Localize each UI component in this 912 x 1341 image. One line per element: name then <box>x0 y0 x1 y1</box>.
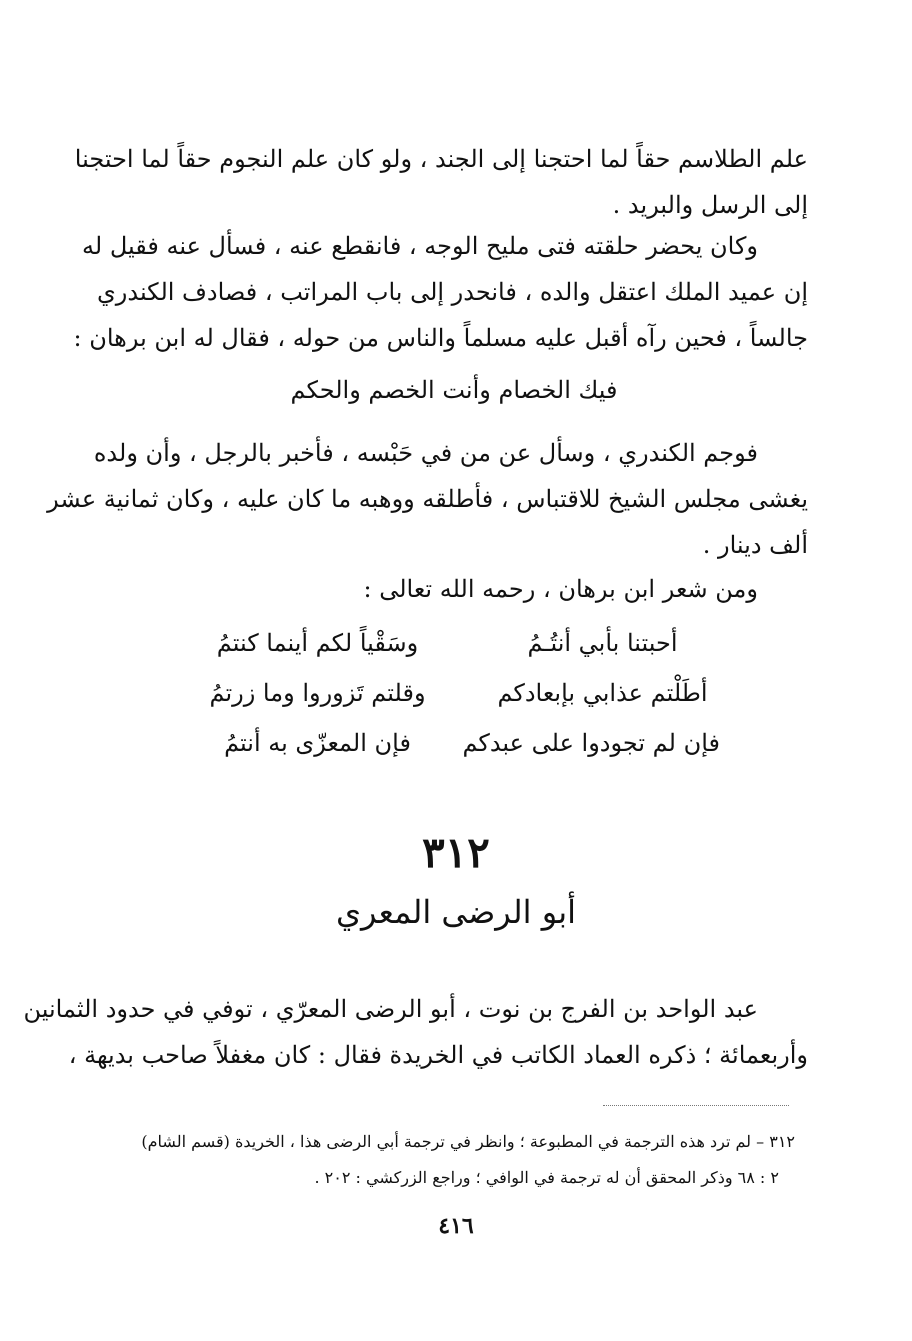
text-line: ومن شعر ابن برهان ، رحمه الله تعالى : <box>363 575 758 603</box>
text-line: فوجم الكندري ، وسأل عن من في حَبْسه ، فأخبر بالرجل ، وأن ولده <box>93 439 758 467</box>
footnote-divider <box>603 1105 789 1106</box>
text-line: جالساً ، فحين رآه أقبل عليه مسلماً والناس من حوله ، فقال له ابن برهان : <box>73 324 808 352</box>
paragraph-4 <box>23 986 808 1078</box>
paragraph-2 <box>73 223 808 361</box>
paragraph-3 <box>47 430 808 568</box>
paragraph-1 <box>74 136 808 228</box>
page-number: ٤١٦ <box>438 1213 474 1239</box>
text-line: علم الطلاسم حقاً لما احتجنا إلى الجند ، ولو كان علم النجوم حقاً لما احتجنا <box>74 145 808 173</box>
footnote-line: ٣١٢ – لم ترد هذه الترجمة في المطبوعة ؛ وانظر في ترجمة أبي الرضى هذا ، الخريدة (قسم الشام) <box>141 1132 795 1151</box>
verse-line: فيك الخصام وأنت الخصم والحكم <box>290 376 618 404</box>
poem-verse <box>200 618 720 668</box>
poem-verse <box>200 668 720 718</box>
poem-second-hemistich: وسَقْياً لكم أينما كنتمُ <box>216 629 419 657</box>
entry-title: أبو الرضى المعري <box>335 893 577 931</box>
text-line: وأربعمائة ؛ ذكره العماد الكاتب في الخريدة فقال : كان مغفلاً صاحب بديهة ، <box>68 1041 808 1069</box>
text-line: إن عميد الملك اعتقل والده ، فانحدر إلى باب المراتب ، فصادف الكندري <box>96 278 808 306</box>
text-line: عبد الواحد بن الفرج بن نوت ، أبو الرضى المعرّي ، توفي في حدود الثمانين <box>23 995 758 1023</box>
poem-first-hemistich: أحبتنا بأبي أنتُـمُ <box>527 629 678 657</box>
footnote <box>95 1124 795 1196</box>
entry-number: ٣١٢ <box>422 828 490 877</box>
poem-second-hemistich: وقلتم تَزوروا وما زرتمُ <box>209 679 426 707</box>
poem-second-hemistich: فإن المعزّى به أنتمُ <box>224 729 411 757</box>
text-line: يغشى مجلس الشيخ للاقتباس ، فأطلقه ووهبه ما كان عليه ، وكان ثمانية عشر <box>47 485 808 513</box>
poem-first-hemistich: أطَلْتم عذابي بإبعادكم <box>497 679 708 707</box>
text-line: ألف دينار . <box>702 531 808 559</box>
footnote-line: ٢ : ٦٨ وذكر المحقق أن له ترجمة في الوافي ؛ وراجع الزركشي : ٢٠٢ . <box>314 1168 779 1187</box>
text-line: إلى الرسل والبريد . <box>612 191 808 219</box>
poem-verse <box>200 718 720 768</box>
text-line: وكان يحضر حلقته فتى مليح الوجه ، فانقطع عنه ، فسأل عنه فقيل له <box>82 232 758 260</box>
poem <box>200 618 720 768</box>
poem-first-hemistich: فإن لم تجودوا على عبدكم <box>462 729 720 757</box>
poem-intro <box>100 566 808 612</box>
